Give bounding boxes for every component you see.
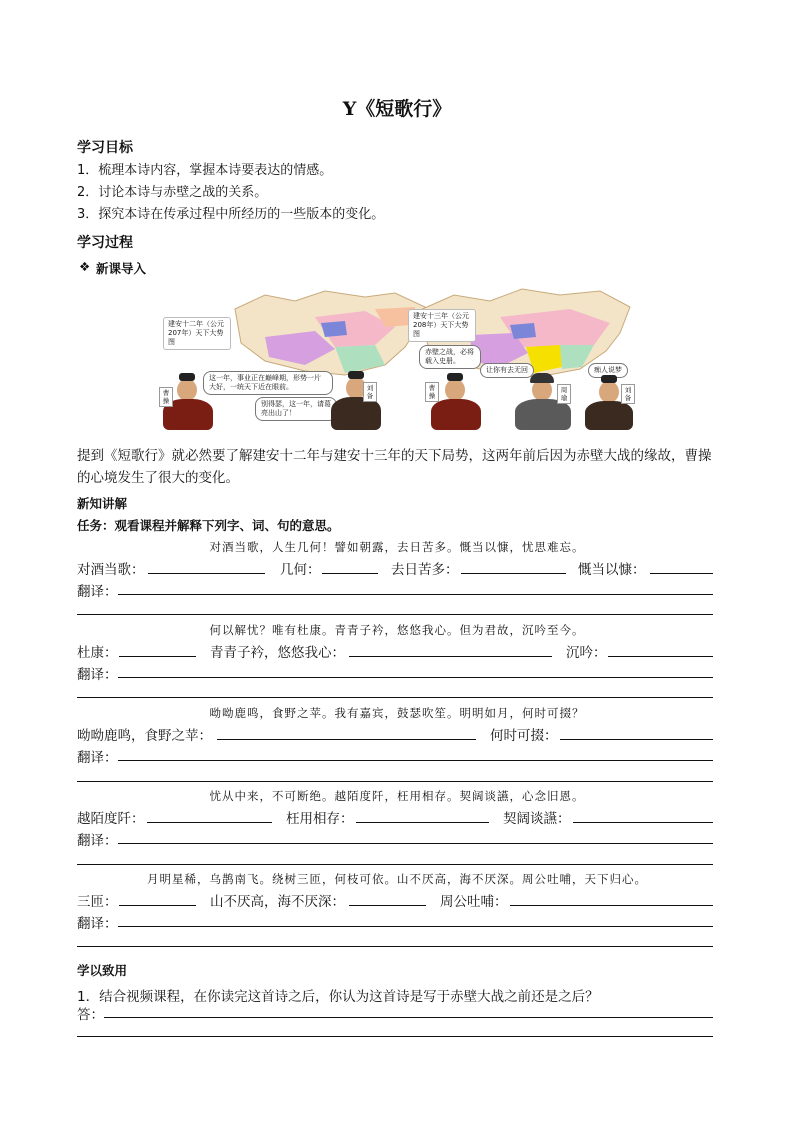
goal-item-2: 2．讨论本诗与赤壁之战的关系。 [77,185,268,200]
answer-line[interactable] [356,822,489,823]
answer-line[interactable] [147,822,272,823]
translation-label: 翻译： [77,833,118,849]
translation-line[interactable] [118,843,713,844]
term-label: 杜康： [77,645,118,661]
stanza-4-poem: 忧从中来，不可断绝。越陌度阡，枉用相存。契阔谈讌，心念旧恩。 [209,789,585,803]
answer-line[interactable] [119,905,196,906]
answer-line[interactable] [104,1017,713,1018]
translation-line[interactable] [118,926,713,927]
answer-line[interactable] [650,573,713,574]
stanza-5-poem: 月明星稀，乌鹊南飞。绕树三匝，何枝可依。山不厌高，海不厌深。周公吐哺，天下归心。 [147,872,647,886]
stanza-3-poem: 呦呦鹿鸣，食野之苹。我有嘉宾，鼓瑟吹笙。明明如月，何时可掇？ [209,706,585,720]
stanza-2-poem: 何以解忧？唯有杜康。青青子衿，悠悠我心。但为君故，沉吟至今。 [209,623,585,637]
answer-line[interactable] [349,905,426,906]
map-207-icon [225,287,435,379]
speech-bubble-5: 痴人说梦 [588,363,628,378]
term-label: 周公吐哺： [440,894,508,910]
answer-line[interactable] [119,656,196,657]
term-label: 青青子衿，悠悠我心： [210,645,345,661]
translation-line[interactable] [118,677,713,678]
answer-line[interactable] [573,822,713,823]
intro-label: 新课导入 [96,261,147,276]
translation-label: 翻译： [77,667,118,683]
translation-label: 翻译： [77,916,118,932]
answer-line[interactable] [217,739,476,740]
term-label: 何时可掇： [490,728,558,744]
term-label: 越陌度阡： [77,811,145,827]
answer-line[interactable] [461,573,566,574]
goal-item-3: 3．探究本诗在传承过程中所经历的一些版本的变化。 [77,207,385,222]
translation-line[interactable] [77,781,713,782]
name-tag-zhou: 周瑜 [557,384,571,404]
goals-heading: 学习目标 [77,140,133,156]
speech-bubble-4: 让你有去无回 [480,363,534,378]
translation-line[interactable] [118,760,713,761]
term-label: 几何： [280,562,321,578]
speech-bubble-3: 赤壁之战，必将载入史册。 [419,345,481,369]
answer-label: 答： [77,1007,104,1023]
speech-bubble-2: 别得瑟，这一年，请葛亮出山了！ [255,397,337,421]
translation-line[interactable] [77,864,713,865]
answer-line[interactable] [322,573,378,574]
apply-question: 1．结合视频课程，在你读完这首诗之后，你认为这首诗是写于赤壁大战之前还是之后？ [77,989,599,1005]
stanza-1-poem: 对酒当歌，人生几何！譬如朝露，去日苦多。慨当以慷，忧思难忘。 [209,540,585,554]
task-instruction: 任务：观看课程并解释下列字、词、句的意思。 [77,518,340,533]
translation-label: 翻译： [77,584,118,600]
goal-item-1: 1．梳理本诗内容，掌握本诗要表达的情感。 [77,163,333,178]
term-label: 对酒当歌： [77,562,145,578]
name-tag-liu-1: 刘备 [363,382,377,402]
term-label: 山不厌高，海不厌深： [210,894,345,910]
name-tag-cao-1: 曹操 [159,387,173,407]
term-label: 契阔谈讌： [503,811,571,827]
new-knowledge-heading: 新知讲解 [77,496,128,511]
name-tag-liu-2: 刘备 [621,384,635,404]
map-207-caption: 建安十二年（公元207年）天下大势图 [163,317,231,350]
term-label: 慨当以慷： [578,562,646,578]
speech-bubble-1: 这一年，事业正在巅峰期，形势一片大好，一统天下近在眼前。 [203,371,333,395]
answer-line[interactable] [349,656,552,657]
term-label: 沉吟： [566,645,607,661]
term-label: 呦呦鹿鸣，食野之苹： [77,728,212,744]
answer-line[interactable] [77,1036,713,1037]
translation-line[interactable] [77,614,713,615]
name-tag-cao-2: 曹操 [425,382,439,402]
term-label: 三匝： [77,894,118,910]
translation-label: 翻译： [77,750,118,766]
apply-heading: 学以致用 [77,963,128,978]
intro-bullet-icon: ❖ [79,259,91,274]
map-208-caption: 建安十三年（公元208年）天下大势图 [408,309,476,342]
page-title: Y《短歌行》 [342,98,452,120]
translation-line[interactable] [77,697,713,698]
translation-line[interactable] [118,594,713,595]
answer-line[interactable] [148,573,265,574]
intro-paragraph: 提到《短歌行》就必然要了解建安十二年与建安十三年的天下局势，这两年前后因为赤壁大战的缘故，曹操的心境发生了很大的变化。 [77,448,712,486]
translation-line[interactable] [77,946,713,947]
term-label: 去日苦多： [391,562,459,578]
answer-line[interactable] [510,905,713,906]
term-label: 枉用相存： [286,811,354,827]
answer-line[interactable] [560,739,713,740]
illustration [155,287,635,430]
answer-line[interactable] [608,656,713,657]
process-heading: 学习过程 [77,235,133,251]
